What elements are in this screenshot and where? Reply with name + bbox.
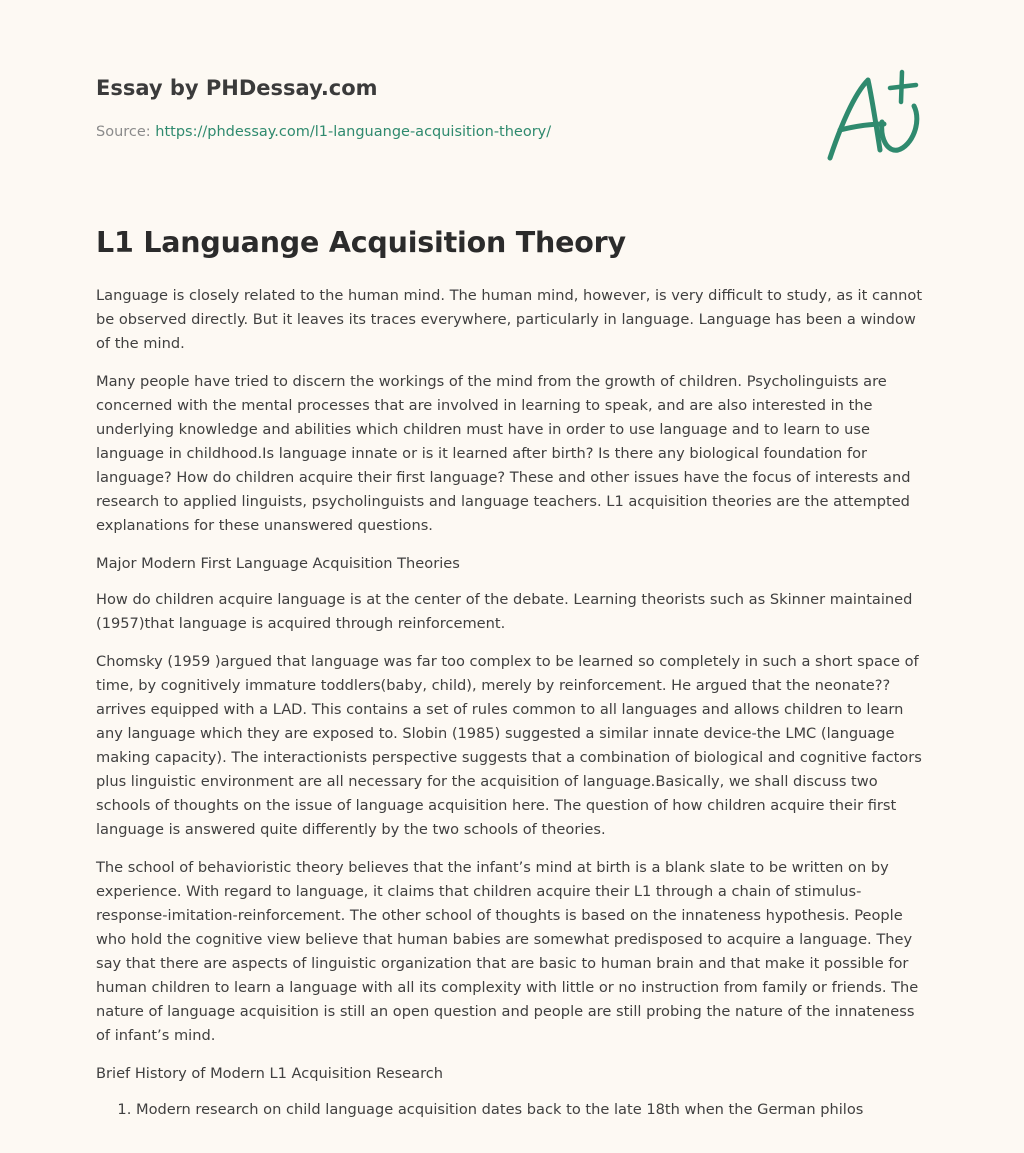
- section-heading: Major Modern First Language Acquisition Theories: [96, 555, 460, 572]
- paragraph: Chomsky (1959 )argued that language was far too complex to be learned so completely in such a short space of time, by cognitively immature toddlers(baby, child), merely by reinforcement. He argued that the neonate?? arrives equipped with a LAD. This contains a set of rules common to all languages and allows children to learn any language which they are exposed to. Slobin (1985) suggested a similar innate device-the LMC (language making capacity). The interactionists perspective suggests that a combination of biological and cognitive factors plus linguistic environment are all necessary for the acquisition of language.Basically, we shall discuss two schools of thoughts on the issue of language acquisition here. The question of how children acquire their first language is answered quite differently by the two schools of theories.: [96, 653, 922, 838]
- essay-body: [96, 284, 926, 1122]
- paragraph: Language is closely related to the human mind. The human mind, however, is very difficult to study, as it cannot be observed directly. But it leaves its traces everywhere, particularly in language. Language has been a window of the mind.: [96, 287, 923, 352]
- source-label: Source:: [96, 124, 156, 140]
- paragraph: How do children acquire language is at the center of the debate. Learning theorists such as Skinner maintained (1957)that language is acquired through reinforcement.: [96, 591, 913, 632]
- essay-title: L1 Languange Acquisition Theory: [96, 226, 626, 259]
- source-line: [96, 124, 551, 140]
- source-link[interactable]: https://phdessay.com/l1-languange-acquisition-theory/: [155, 124, 552, 140]
- a-plus-logo-icon: [822, 66, 928, 168]
- paragraph: Many people have tried to discern the workings of the mind from the growth of children. Psycholinguists are concerned with the mental processes that are involved in learning to speak, and are also interested in the underlying knowledge and abilities which children must have in order to use language and to learn to use language in childhood.Is language innate or is it learned after birth? Is there any biological foundation for language? How do children acquire their first language? These and other issues have the focus of interests and research to applied linguists, psycholinguists and language teachers. L1 acquisition theories are the attempted explanations for these unanswered questions.: [96, 373, 911, 534]
- section-heading: Brief History of Modern L1 Acquisition Research: [96, 1065, 444, 1082]
- history-list: [96, 1098, 926, 1122]
- paragraph: The school of behavioristic theory believes that the infant’s mind at birth is a blank slate to be written on by experience. With regard to language, it claims that children acquire their L1 through a chain of stimulus-response-imitation-reinforcement. The other school of thoughts is based on the innateness hypothesis. People who hold the cognitive view believe that human babies are somewhat predisposed to acquire a language. They say that there are aspects of linguistic organization that are basic to human brain and that make it possible for human children to learn a language with all its complexity with little or no instruction from family or friends. The nature of language acquisition is still an open question and people are still probing the nature of the innateness of infant’s mind.: [96, 859, 919, 1044]
- site-brand: Essay by PHDessay.com: [96, 76, 378, 100]
- list-item: 1. Modern research on child language acquisition dates back to the late 18th when the German philos: [136, 1098, 926, 1122]
